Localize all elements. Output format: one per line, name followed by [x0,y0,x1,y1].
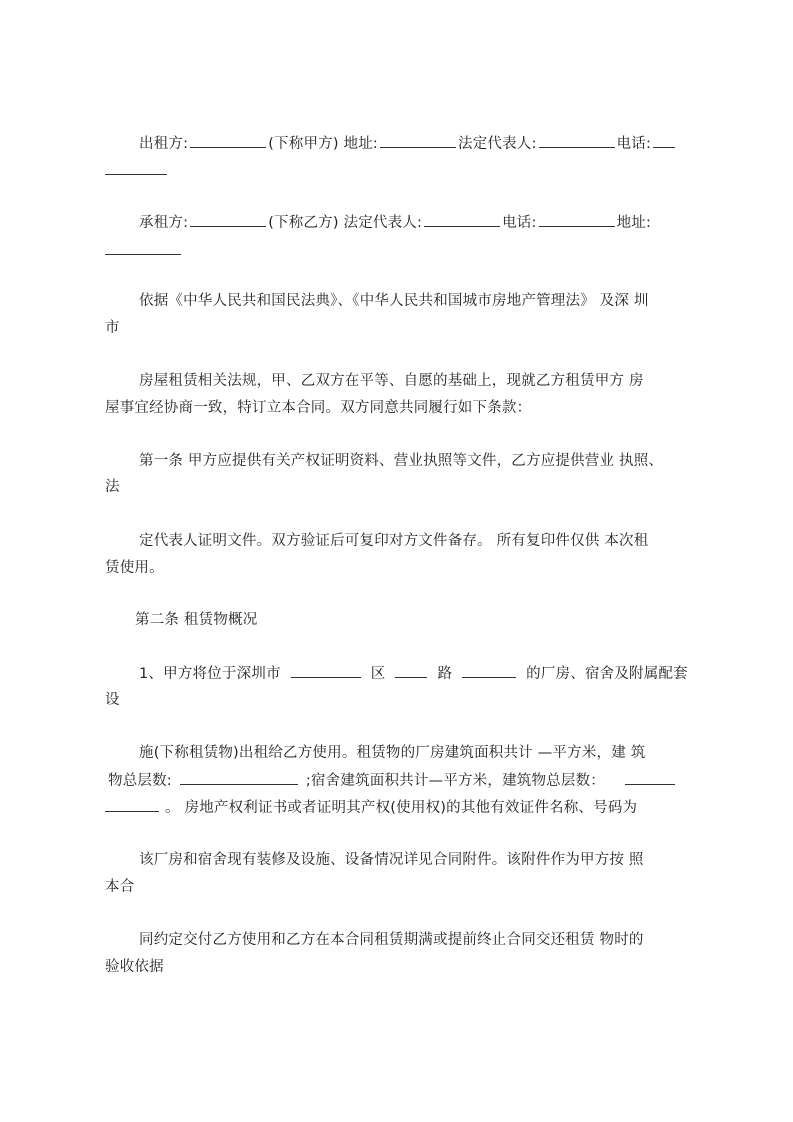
basis-line-2: 市 [105,320,120,336]
lessee-label: 承租方: [139,215,189,231]
floors-label: 物总层数: [108,773,172,789]
lessee-address-label: 地址: [616,215,652,231]
district-label: 区 [370,666,386,682]
lessor-phone-blank-cont [105,160,167,175]
article-2-item-1-line-2: 设 [105,692,120,708]
acceptance-line-1: 同约定交付乙方使用和乙方在本合同租赁期满或提前终止合同交还租赁 物时的 [139,932,644,948]
road-label: 路 [437,666,453,682]
premise-line-1: 房屋租赁相关法规，甲、乙双方在平等、自愿的基础上，现就乙方租赁甲方 房 [139,373,644,389]
lessee-line-2 [105,240,705,261]
lessee-phone-label: 电话: [502,215,537,231]
floors-blank [180,770,298,785]
premise-line-2: 屋事宜经协商一致，特订立本合同。双方同意共同履行如下条款： [105,400,532,416]
lessor-name-blank [190,133,266,148]
lessor-legal-rep-label: 法定代表人: [458,136,537,152]
lessee-address-blank [105,240,181,255]
article-2-heading: 第二条 租赁物概况 [135,612,258,628]
lease-object-line-3 [105,797,705,818]
lessee-legal-rep-label: (下称乙方) 法定代表人: [268,215,423,231]
lessor-line [139,133,739,154]
lessor-phone-blank [653,133,675,148]
lessee-line [139,212,739,233]
lessee-legal-rep-blank [424,212,500,227]
article-1-line-2: 法 [105,479,120,495]
article-1-line-1: 第一条 甲方应提供有关产权证明资料、营业执照等文件，乙方应提供营业 执照、 [139,453,664,469]
lease-object-line-2 [108,770,708,791]
attachment-line-1: 该厂房和宿舍现有装修及设施、设备情况详见合同附件。该附件作为甲方按 照 [139,852,644,868]
facility-text: 的厂房、宿舍及附属配套 [526,666,688,682]
dorm-floors-blank-cont [105,797,159,812]
lessor-label: 出租方: [139,136,189,152]
dorm-area-text: ;宿舍建筑面积共计—平方米，建筑物总层数： [305,773,605,789]
road-blank [462,663,516,678]
dorm-floors-blank [625,770,675,785]
article-2-item-1-line-1 [139,663,739,684]
city-blank [291,663,361,678]
acceptance-line-2: 验收依据 [105,959,164,975]
article-1-cont-line-1: 定代表人证明文件。双方验证后可复印对方文件备存。 所有复印件仅供 本次租 [139,533,649,549]
location-intro: 1、甲方将位于深圳市 [139,666,281,682]
lessor-address-label: (下称甲方) 地址: [268,136,378,152]
lease-object-line-1: 施(下称租赁物)出租给乙方使用。租赁物的厂房建筑面积共计 —平方米，建 筑 [139,745,646,761]
attachment-line-2: 本合 [105,879,135,895]
lessor-phone-label: 电话: [616,136,652,152]
lessee-phone-blank [539,212,615,227]
lessor-legal-rep-blank [539,133,615,148]
article-1-cont-line-2: 赁使用。 [105,560,164,576]
basis-line-1: 依据《中华人民共和国民法典》、《中华人民共和国城市房地产管理法》 及深 圳 [139,293,649,309]
lessor-line-2 [105,160,705,181]
certificate-text: 。 房地产权利证书或者证明其产权(使用权)的其他有效证件名称、号码为 [165,800,638,816]
lessor-address-blank [380,133,456,148]
district-blank [395,663,427,678]
lessee-name-blank [190,212,266,227]
